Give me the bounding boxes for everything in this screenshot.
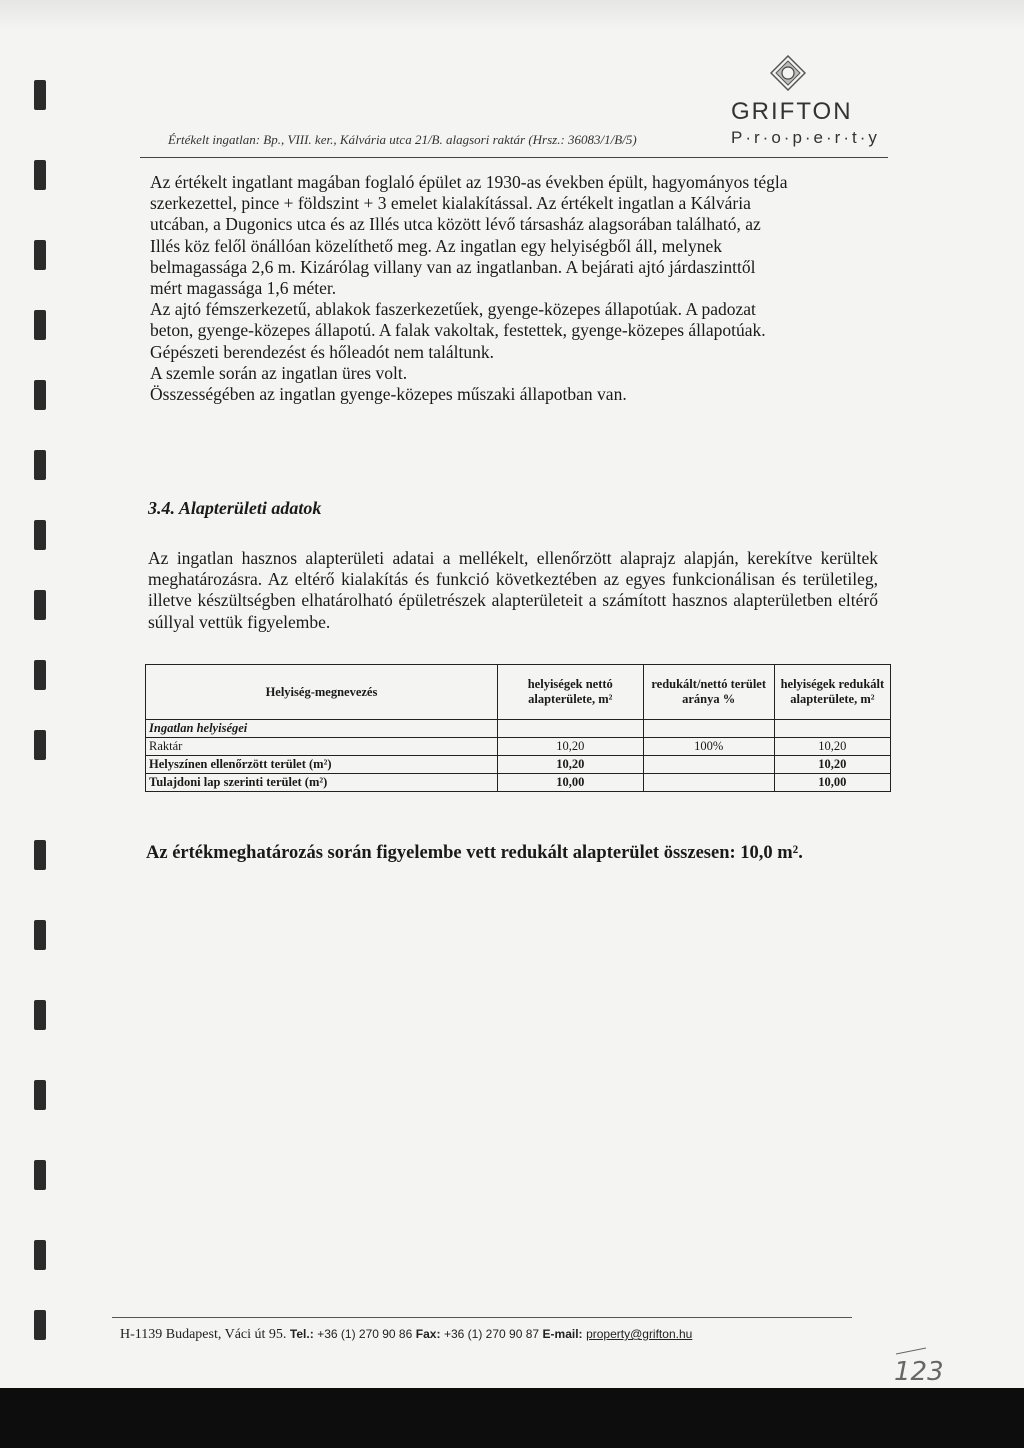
table-group-row [146, 720, 891, 738]
footer [120, 1327, 692, 1343]
intro-line: szerkezettel, pince + földszint + 3 emelet kialakítással. Az értékelt ingatlan a Kálvária [150, 193, 751, 214]
intro-line: Illés köz felől önállóan közelíthető meg. Az ingatlan egy helyiségből áll, melynek [150, 235, 722, 256]
group-label: Ingatlan helyiségei [146, 720, 498, 738]
intro-line: beton, gyenge-közepes állapotú. A falak vakoltak, festettek, gyenge-közepes állapotúak. [150, 320, 766, 341]
row-name: Tulajdoni lap szerinti terület (m²) [146, 774, 498, 792]
scan-bottom-edge [0, 1388, 1024, 1448]
section-paragraph: Az ingatlan hasznos alapterületi adatai a mellékelt, ellenőrzött alaprajz alapján, kerekítve kerültek meghatározásra. Az eltérő kialakítás és funkció következtében az egyes funkcionálisan és területileg, illetve készültségben elhatárolható épületrészek alapterületeit a számított hasznos alapterületben eltérő súllyal vettük figyelembe. [148, 548, 878, 632]
logo-subtitle: P·r·o·p·e·r·t·y [731, 128, 880, 147]
row-net: 10,00 [497, 774, 643, 792]
table-row [146, 738, 891, 756]
row-net: 10,20 [497, 738, 643, 756]
footer-fax: +36 (1) 270 90 87 [443, 1327, 540, 1341]
table-header-row [146, 665, 891, 720]
intro-line: utcában, a Dugonics utca és az Illés utca között lévő társasház alagsorában található, az [150, 214, 761, 235]
row-reduced: 10,20 [774, 756, 890, 774]
table-row [146, 774, 891, 792]
row-name: Helyszínen ellenőrzött terület (m²) [146, 756, 498, 774]
table-row [146, 756, 891, 774]
col-header-ratio: redukált/nettó terület aránya % [643, 665, 774, 720]
intro-line: belmagassága 2,6 m. Kizárólag villany van az ingatlanban. A bejárati ajtó járdaszinttől [150, 256, 756, 277]
intro-line: Összességében az ingatlan gyenge-közepes műszaki állapotban van. [150, 384, 627, 405]
col-header-name: Helyiség-megnevezés [146, 665, 498, 720]
header-divider [140, 157, 888, 158]
footer-tel: +36 (1) 270 90 86 [317, 1327, 413, 1341]
col-header-reduced: helyiségek redukált alapterülete, m² [774, 665, 890, 720]
footer-divider [112, 1317, 852, 1318]
intro-line: Az értékelt ingatlant magában foglaló épület az 1930-as években épült, hagyományos tégla [150, 172, 788, 192]
area-table [145, 664, 891, 792]
scan-top-edge [0, 0, 1024, 30]
row-ratio: 100% [643, 738, 774, 756]
row-ratio [643, 756, 774, 774]
row-net: 10,20 [497, 756, 643, 774]
intro-line: Gépészeti berendezést és hőleadót nem találtunk. [150, 341, 495, 362]
page-number: 123 [894, 1357, 944, 1386]
footer-fax-label: Fax: [415, 1327, 441, 1341]
row-reduced: 10,00 [774, 774, 890, 792]
intro-line: Az ajtó fémszerkezetű, ablakok faszerkezetűek, gyenge-közepes állapotúak. A padozat [150, 299, 756, 320]
row-reduced: 10,20 [774, 738, 890, 756]
intro-line: mért magassága 1,6 méter. [150, 278, 337, 299]
intro-line: A szemle során az ingatlan üres volt. [150, 362, 408, 383]
footer-email-link[interactable]: property@grifton.hu [586, 1327, 693, 1341]
summary-text: Az értékmeghatározás során figyelembe vett redukált alapterület összesen: 10,0 m². [146, 843, 803, 863]
row-name: Raktár [146, 738, 498, 756]
binding-holes [28, 40, 50, 1370]
footer-email-label: E-mail: [542, 1327, 583, 1341]
section-title: 3.4. Alapterületi adatok [148, 498, 322, 518]
grifton-logo-icon [770, 55, 806, 91]
logo-name: GRIFTON [731, 98, 853, 125]
footer-address: H-1139 Budapest, Váci út 95. [120, 1327, 287, 1342]
handwritten-page-number [886, 1346, 966, 1386]
footer-tel-label: Tel.: [289, 1327, 314, 1341]
intro-paragraph [150, 172, 870, 405]
row-ratio [643, 774, 774, 792]
header-address: Értékelt ingatlan: Bp., VIII. ker., Kálvária utca 21/B. alagsori raktár (Hrsz.: 36083/1/B/5) [168, 132, 637, 147]
col-header-net: helyiségek nettó alapterülete, m² [497, 665, 643, 720]
